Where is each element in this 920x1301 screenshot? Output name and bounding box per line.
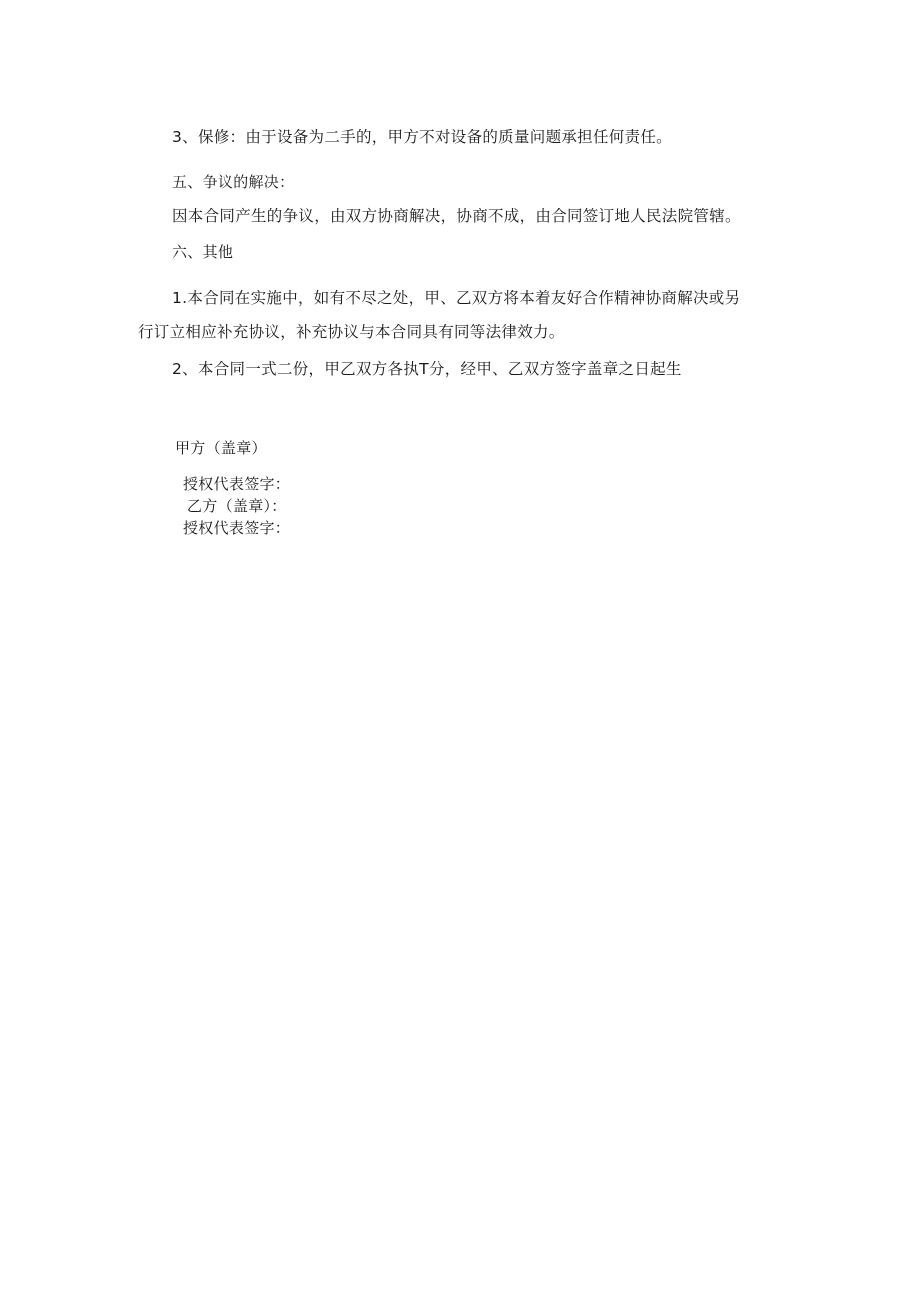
warranty-clause: 3、保修：由于设备为二手的，甲方不对设备的质量问题承担任何责任。 <box>172 128 672 146</box>
other-clause-2: 2、本合同一式二份，甲乙双方各执T分，经甲、乙双方签字盖章之日起生 <box>172 360 682 378</box>
section-heading-other: 六、其他 <box>172 243 234 261</box>
party-a-seal-label: 甲方（盖章） <box>175 439 267 457</box>
other-clause-1-line-2: 行订立相应补充协议，补充协议与本合同具有同等法律效力。 <box>138 323 565 341</box>
section-heading-dispute: 五、争议的解决： <box>172 173 295 191</box>
party-b-signature-label: 授权代表签字： <box>183 519 291 537</box>
other-clause-1-line-1: 1.本合同在实施中，如有不尽之处，甲、乙双方将本着友好合作精神协商解决或另 <box>172 289 741 307</box>
dispute-clause: 因本合同产生的争议，由双方协商解决，协商不成，由合同签订地人民法院管辖。 <box>172 207 741 225</box>
party-b-seal-label: 乙方（盖章）： <box>187 497 287 515</box>
party-a-signature-label: 授权代表签字： <box>183 475 291 493</box>
